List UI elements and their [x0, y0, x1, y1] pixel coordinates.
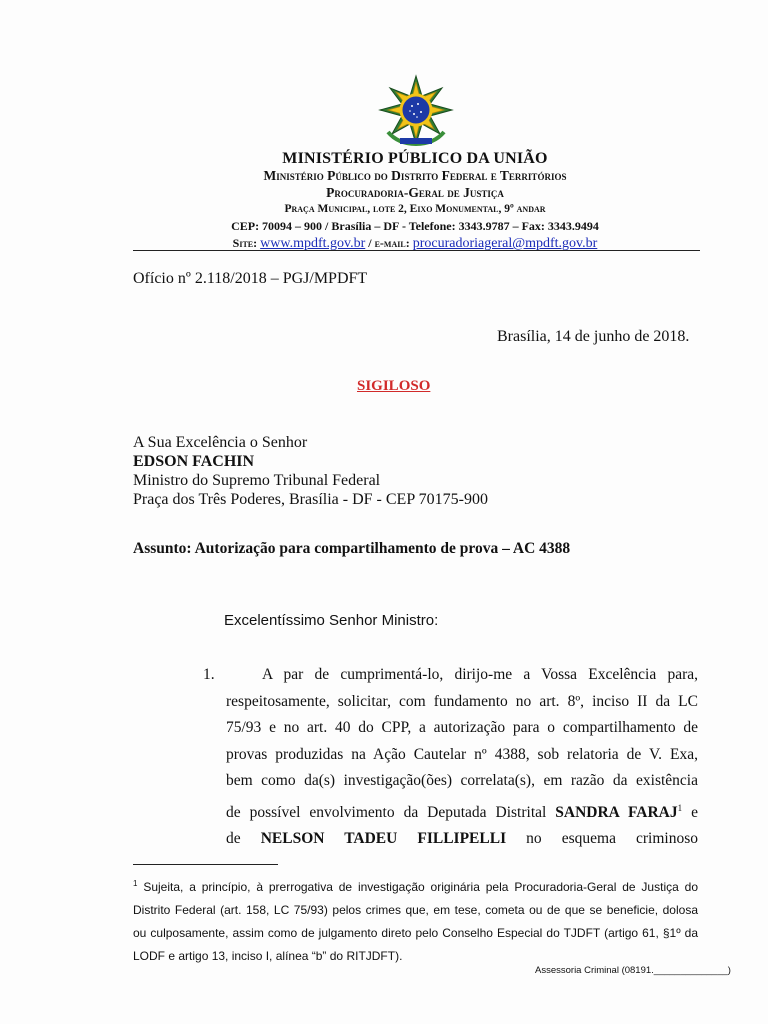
paragraph-line: respeitosamente, solicitar, com fundamento no art. 8º, inciso II da LC	[226, 692, 698, 710]
oficio-number: Ofício nº 2.118/2018 – PGJ/MPDFT	[133, 270, 368, 287]
footnote-line: LODF e artigo 13, inciso I, alínea “b” do RITJDFT).	[133, 949, 403, 963]
footnote-divider	[133, 864, 278, 865]
letter-date: Brasília, 14 de junho de 2018.	[497, 328, 690, 345]
addressee-block	[133, 433, 488, 509]
footnote-line: Distrito Federal (art. 158, LC 75/93) pelos crimes que, em tese, cometa ou de que se beneficie, dolosa	[133, 903, 698, 917]
paragraph-line: A par de cumprimentá-lo, dirijo-me a Vossa Excelência para,	[262, 666, 698, 683]
letterhead-mpdft: Ministério Público do Distrito Federal e Territórios	[263, 168, 567, 183]
email-label: / e-mail:	[368, 236, 410, 250]
footnote-ref[interactable]: 1	[677, 802, 683, 813]
footnote-line: ou culposamente, assim como de julgamento direto pelo Conselho Especial do TJDFT (artigo 61, §1º da	[133, 926, 698, 940]
subject-line: Assunto: Autorização para compartilhamento de prova – AC 4388	[133, 540, 571, 557]
letterhead-pgj: Procuradoria-Geral de Justiça	[326, 185, 504, 200]
letterhead-ministry: MINISTÉRIO PÚBLICO DA UNIÃO	[282, 150, 548, 167]
assessoria-reference: Assessoria Criminal (08191.______________)	[535, 965, 731, 976]
person-name: SANDRA FARAJ	[555, 803, 678, 821]
paragraph-number: 1.	[203, 666, 215, 683]
footnote-marker: 1	[133, 879, 138, 888]
line-text: e	[691, 803, 698, 821]
addressee-name: EDSON FACHIN	[133, 453, 255, 470]
header-divider	[133, 250, 700, 251]
line-text: de possível envolvimento da Deputada Distrital	[226, 803, 547, 821]
salutation: Excelentíssimo Senhor Ministro:	[224, 612, 439, 629]
letterhead-contacts: CEP: 70094 – 900 / Brasília – DF - Telefone: 3343.9787 – Fax: 3343.9494	[231, 219, 599, 233]
person-name: NELSON TADEU FILLIPELLI	[260, 830, 507, 848]
paragraph-line: provas produzidas na Ação Cautelar nº 4388, sob relatoria de V. Exa,	[226, 745, 698, 763]
paragraph-1	[203, 662, 699, 853]
classification-label: SIGILOSO	[357, 378, 431, 394]
addressee-greeting: A Sua Excelência o Senhor	[133, 434, 308, 451]
paragraph-line: 75/93 e no art. 40 do CPP, a autorização para o compartilhamento de	[226, 719, 698, 736]
footnote	[133, 872, 698, 968]
paragraph-line: bem como da(s) investigação(ões) correlata(s), em razão da existência	[226, 772, 698, 789]
line-text: no esquema criminoso	[526, 830, 699, 848]
site-label: Site:	[232, 236, 258, 250]
footnote-line	[133, 872, 698, 899]
addressee-address: Praça dos Três Poderes, Brasília - DF - CEP 70175-900	[133, 491, 488, 508]
paragraph-line	[226, 795, 698, 827]
email-link[interactable]: procuradoriageral@mpdft.gov.br	[412, 236, 598, 251]
line-text: de	[226, 830, 241, 848]
addressee-title: Ministro do Supremo Tribunal Federal	[133, 472, 381, 489]
brazil-coat-of-arms-icon	[374, 74, 458, 148]
site-link[interactable]: www.mpdft.gov.br	[260, 236, 366, 251]
letterhead-address: Praça Municipal, lote 2, Eixo Monumental, 9º andar	[284, 203, 546, 215]
footnote-text: Sujeita, a princípio, à prerrogativa de investigação originária pela Procuradoria-Geral de Justiça do	[143, 880, 698, 894]
paragraph-line	[226, 826, 698, 853]
letterhead	[140, 150, 690, 252]
